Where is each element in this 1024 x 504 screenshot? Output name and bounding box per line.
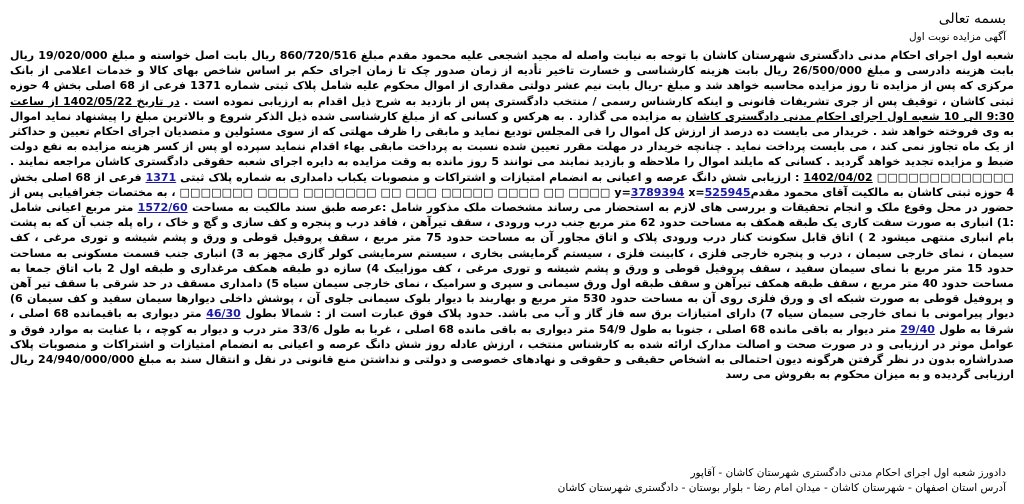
notice-footer: [558, 466, 1006, 496]
paragraph-owner-a: مقدم: [750, 185, 780, 199]
paragraph-intro: شعبه اول اجرای احکام مدنی دادگستری شهرستان کاشان با توجه به نیابت واصله له مجید اشجعی علیه محمود مقدم مبلغ 860/720/516 ریال بابت اصل خواسته و مبلغ 19/020/000 ریال بابت هزینه دادرسی و مبلغ 26/500/000 ریال بابت هزینه کارشناسی و خسارت تاخیر تأدیه از زمان صدور چک تا زمان اجرای حکم بر اساس شاخص بهای کالا و خدمات اعلامی از بانک مرکزی که پس از مزایده تا روز مزایده محاسبه خواهد شد و مبلغ -ریال بابت نیم عشر دولتی مقداری از اموال محکوم علیه شامل پلاک ثبتی شماره 1371 فرعی از 68 اصلی بخش 4 حوزه ثبتی کاشان ، توقیف پس از جری تشریفات قانونی و اینکه کارشناس رسمی / منتخب دادگستری پس از بازدید به شرح ذیل اقدام به ارزیابی نموده است .: [10, 49, 1014, 108]
coord-x-label: x=: [688, 185, 705, 199]
notice-subtitle: آگهی مزایده نوبت اول: [909, 31, 1006, 43]
plate-number-link[interactable]: 1371: [145, 170, 177, 184]
address-line: آدرس استان اصفهان - شهرستان کاشان - میدان امام رضا - بلوار بوستان - دادگستری شهرستان کاشان: [557, 482, 1006, 494]
auction-date-phrase: در تاریخ 1402/05/22 از ساعت 9:30 الی 10 شعبه اول اجرای احکام مدنی دادگستری کاشان: [10, 94, 1014, 123]
paragraph-property-d: متر دیوار به باقی مانده 68 اصلی ، جنوبا به طول 54/9 متر دیواری به باقی مانده 68 اصلی ، غربا به طول 33/6 متر درب و دیوار به کوچه ، با عنایت به موارد فوق و عوامل موثر در ارزیابی و در صورت صحت و اصالت مدارک ارائه شده به کارشناس منتخب ، ارزش عادله روز شش دانگ عرصه و اعیانی به انضمام امتیازات و اشتراکات و منصوبات پلاک صدراشاره بدون در نظر گرفتن هرگونه دیون احتمالی به اشخاص حقیقی و حقوقی و نهادهای خصوصی و دولتی و نداشتن منع قانونی در نقل و انتقال سند به مبلغ 24/940/000/000 ریال ارزیابی گردیده و به میزان محکوم به بفروش می رسد: [10, 322, 1014, 382]
broken-text-1: □□□□□□□□□□□□□: [876, 170, 1014, 184]
paragraph-property-a: پس از حضور در محل وقوع ملک و انجام تحقیقات و بررسی های لازم به استحضار می رساند مشخصات ملک مذکور شامل :عرصه طبق سند مالکیت به مساحت: [10, 185, 1014, 215]
coord-x-link[interactable]: 525945: [704, 185, 751, 199]
paragraph-property-b: متر مربع اعیانی شامل :1) انباری به صورت سفت کاری یک طبقه همکف به مساحت حدود 62 متر مربع جنب درب ورودی ، سقف تیرآهن ، فاقد درب و پنجره و کف سازی و گچ و خاک ، راه پله جنب آن که به پشت بام انباری منتهی میشود 2 ) اتاق قابل سکونت کنار درب ورودی پلاک و اتاق مجاور آن به مساحت حدود 75 متر مربع ، سقف پروفیل قوطی و ورق و پشم شیشه و توری مرغی ، کف سیمان ، نمای خارجی سیمان ، درب و پنجره خارجی فلزی ، کابینت فلزی ، سیستم گرمایشی بخاری ، سیستم سرمایشی کولر گازی مجهز به 3) انباری جنب قسمت مسکونی به مساحت حدود 15 متر مربع با نمای سیمان سفید ، سقف پروفیل قوطی و ورق و پشم شیشه و توری مرغی ، کف موزاییک 4) سازه دو طبقه همکف مرغداری و طبقه اول 2 باب اتاق جمعا به مساحت حدود 40 متر مربع ، سقف طبقه همکف تیرآهن و سقف طبقه اول ورق سیمانی و سپری و سرامیک ، نمای خارجی سیمان سیاه 5) دامداری مسقف در حد شرقی با سقف تیر آهن و پروفیل قوطی به صورت شبکه ای و ورق فلزی روی آن به مساحت حدود 530 متر مربع و بهاربند با دیوار بلوک سیمانی جلوی آن ، پوشش داخلی دیوارها سیمان سفید و کف سیمان 6) دیوار پیرامونی با نمای خارجی سیمان سیاه 7) دارای امتیازات برق سه فاز گاز و آب می باشد. حدود پلاک فوق عبارت است از : شمالا بطول: [10, 201, 1015, 321]
broken-date: 1402/04/02: [803, 170, 873, 184]
coord-y-label: y=: [614, 185, 631, 199]
paragraph-property-c: متر دیواری به باقیمانده 68 اصلی ، شرقا به طول: [10, 307, 1014, 336]
area-value-link[interactable]: 1572/60: [137, 201, 188, 215]
paragraph-valuation-b: فرعی از 68 اصلی بخش 4 حوزه ثبتی کاشان به مالکیت آقای محمود: [10, 170, 1014, 199]
paragraph-valuation-a: : ارزیابی شش دانگ عرصه و اعیانی به انضمام امتیازات و اشتراکات و منصوبات یکباب دامداری به شماره پلاک ثبتی: [180, 170, 800, 184]
paragraph-owner-b: ، به مختصات جغرافیایی: [47, 185, 176, 199]
broken-text-2: □□□□ □□ □□□□ □□□□□ □□□ □□ □□□□□□□ □□□□ □□□□□□□: [179, 185, 611, 199]
signature-line: دادورز شعبه اول اجرای احکام مدنی دادگستری شهرستان کاشان - آقاپور: [690, 467, 1006, 479]
paragraph-terms: به مزایده می گذارد . به هرکس و کسانی که از مبلغ کارشناسی شده ذیل الذکر شروع و بالاترین مبلغ را پیشنهاد نماید اموال به وی فروخته خواهد شد . خریدار می بایست ده درصد از ارزش کل اموال را فی المجلس تودیع نماید و مابقی را ظرف مهلتی که از سوی مسئولین و متصدیان اجرای احکام تعیین و حداکثر از یک ماه تجاوز نمی کند ، می بایست پرداخت نماید . چنانچه خریدار در مهلت مقرر تعیین شده نسبت به پرداخت مابقی بهاء اقدام ننماید سپرده او پس از کسر هزینه مزایده به نفع دولت ضبط و مزایده تجدید خواهد گردید . کسانی که مایلند اموال را ملاحظه و بازدید نمایند می توانند 5 روز مانده به وقت مزایده به دایره اجرای شعبه حقوقی دادگستری کاشان مراجعه نمایند .: [10, 109, 1014, 169]
notice-body: [10, 48, 1014, 382]
page-title: بسمه تعالی: [938, 11, 1006, 27]
coord-y-link[interactable]: 3789394: [630, 185, 685, 199]
east-length-link[interactable]: 29/40: [900, 322, 935, 336]
north-length-link[interactable]: 46/30: [206, 307, 241, 321]
